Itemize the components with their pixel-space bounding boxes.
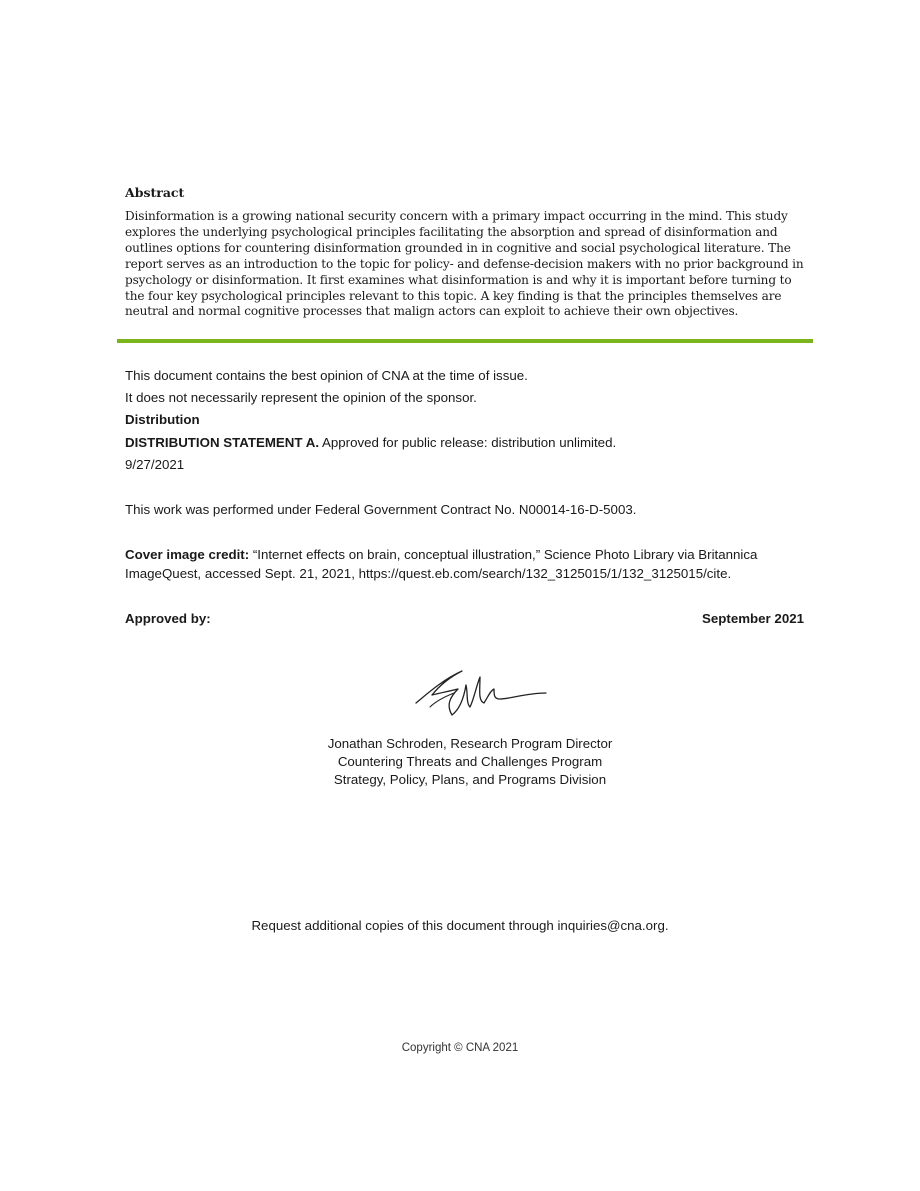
green-divider [117, 339, 813, 343]
copyright-notice: Copyright © CNA 2021 [401, 1042, 519, 1054]
approval-date: September 2021 [702, 611, 804, 626]
distribution-heading: Distribution [125, 412, 200, 427]
abstract-heading: Abstract [125, 185, 185, 200]
cover-credit-text: “Internet effects on brain, conceptual illustration,” Science Photo Library via Britannica [249, 547, 758, 562]
distribution-statement [125, 435, 616, 450]
approved-by-label: Approved by: [125, 611, 211, 626]
cover-credit-line1 [125, 547, 757, 562]
distribution-statement-label: DISTRIBUTION STATEMENT A. [125, 435, 320, 450]
approver-program: Countering Threats and Challenges Program [337, 754, 603, 769]
approver-block [0, 735, 920, 789]
issue-date: 9/27/2021 [125, 457, 185, 472]
signature-image [410, 663, 550, 719]
sponsor-disclaimer: It does not necessarily represent the opinion of the sponsor. [125, 390, 477, 405]
approval-row [125, 611, 804, 626]
cover-credit-line2: ImageQuest, accessed Sept. 21, 2021, https://quest.eb.com/search/132_3125015/1/132_3125015/cite. [125, 566, 732, 581]
cover-credit-label: Cover image credit: [125, 547, 250, 562]
opinion-notice: This document contains the best opinion of CNA at the time of issue. [125, 368, 528, 383]
abstract-body: Disinformation is a growing national security concern with a primary impact occurring in the mind. This study explores the underlying psychological principles facilitating the absorption and spread of disinformation and outlines options for countering disinformation grounded in in cognitive and social psychological literature. The report serves as an introduction to the topic for policy- and defense-decision makers with no prior background in psychology or disinformation. It first examines what disinformation is and why it is important before turning to the four key psychological principles relevant to this topic. A key finding is that the principles themselves are neutral and normal cognitive processes that malign actors can exploit to achieve their own objectives. [125, 209, 804, 319]
request-copies-notice: Request additional copies of this document through inquiries@cna.org. [251, 918, 669, 933]
contract-notice: This work was performed under Federal Government Contract No. N00014-16-D-5003. [125, 502, 637, 517]
approver-name-title: Jonathan Schroden, Research Program Director [327, 736, 613, 751]
approver-division: Strategy, Policy, Plans, and Programs Division [333, 772, 607, 787]
distribution-statement-text: Approved for public release: distribution unlimited. [319, 435, 617, 450]
abstract-section [125, 185, 810, 320]
